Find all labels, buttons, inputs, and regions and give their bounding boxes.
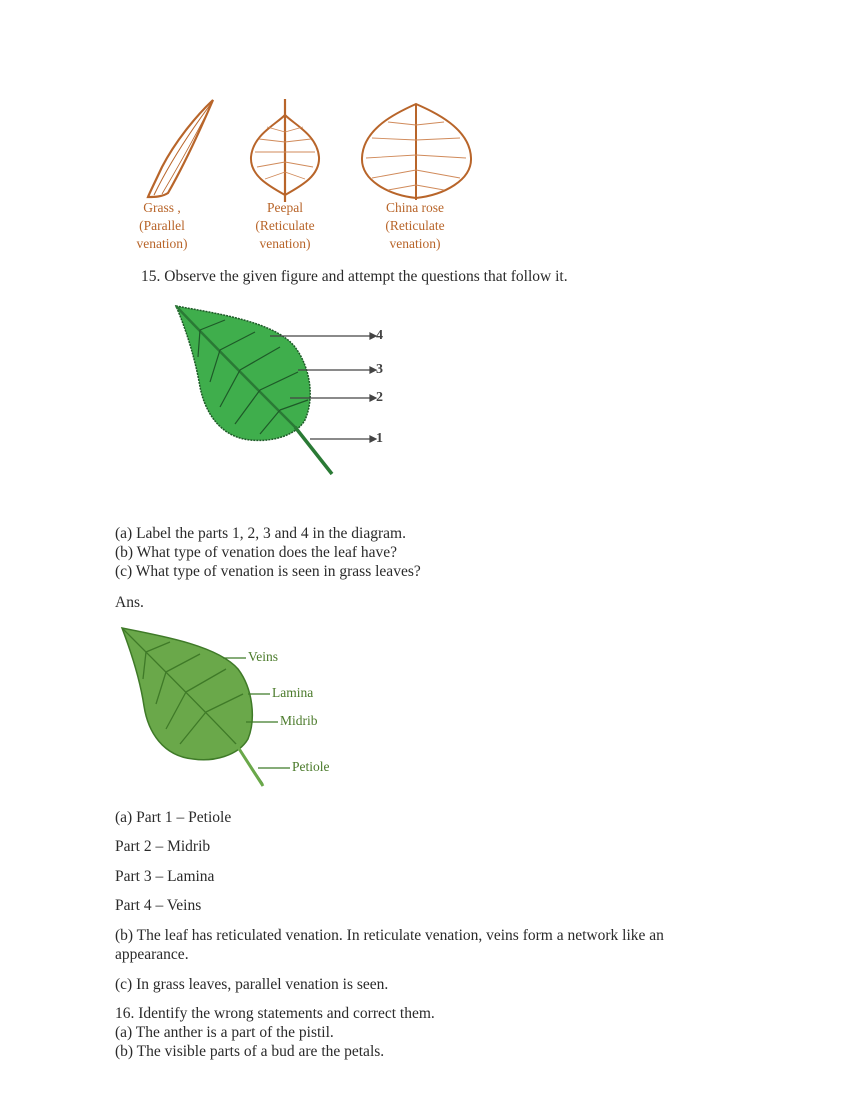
answer-leaf-figure [118, 624, 348, 794]
answer-b-line1: (b) The leaf has reticulated venation. In reticulate venation, veins form a network like an [115, 927, 664, 944]
grass-caption [112, 199, 212, 253]
grass-leaf-illustration [140, 97, 220, 202]
subquestion-c: (c) What type of venation is seen in grass leaves? [115, 563, 421, 580]
caption-line: venation) [259, 236, 311, 251]
answer-a-part3: Part 3 – Lamina [115, 868, 215, 885]
answer-a-part1: (a) Part 1 – Petiole [115, 809, 232, 826]
caption-line: Peepal [267, 200, 303, 215]
answer-c: (c) In grass leaves, parallel venation is seen. [115, 976, 389, 993]
ans-label: Ans. [115, 594, 144, 611]
answer-a-part2: Part 2 – Midrib [115, 838, 211, 855]
subquestion-a: (a) Label the parts 1, 2, 3 and 4 in the diagram. [115, 525, 406, 542]
question-leaf-figure [170, 302, 400, 482]
china-rose-leaf-illustration [358, 100, 476, 202]
label-petiole: Petiole [292, 759, 330, 774]
label-4: 4 [376, 328, 383, 343]
answer-a-part4: Part 4 – Veins [115, 897, 202, 914]
label-veins: Veins [248, 649, 278, 664]
label-2: 2 [376, 390, 383, 405]
caption-line: Grass , [143, 200, 181, 215]
label-3: 3 [376, 362, 383, 377]
question-16-item-b: (b) The visible parts of a bud are the petals. [115, 1043, 385, 1060]
question-16-prompt: 16. Identify the wrong statements and correct them. [115, 1005, 435, 1022]
question-16-item-a: (a) The anther is a part of the pistil. [115, 1024, 334, 1041]
caption-line: (Parallel [139, 218, 185, 233]
subquestion-b: (b) What type of venation does the leaf have? [115, 544, 398, 561]
answer-b-line2: appearance. [115, 946, 189, 963]
caption-line: venation) [389, 236, 441, 251]
caption-line: China rose [385, 200, 445, 215]
china-rose-caption [365, 199, 465, 253]
label-lamina: Lamina [272, 685, 314, 700]
label-midrib: Midrib [280, 713, 318, 728]
green-leaf-illustration [170, 302, 400, 482]
caption-line: (Reticulate [255, 218, 315, 233]
peepal-leaf-illustration [245, 97, 325, 202]
caption-line: (Reticulate [385, 218, 445, 233]
question-15-prompt: 15. Observe the given figure and attempt the questions that follow it. [141, 268, 568, 285]
caption-line: venation) [136, 236, 188, 251]
venation-figure [110, 92, 490, 257]
peepal-caption [235, 199, 335, 253]
label-1: 1 [376, 431, 383, 446]
